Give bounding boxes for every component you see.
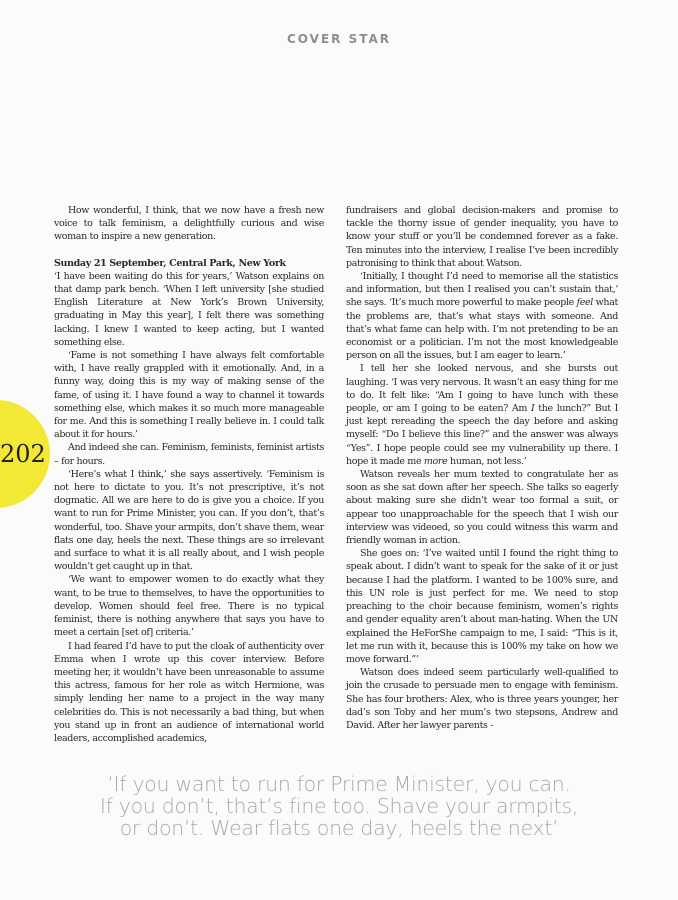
dateline: Sunday 21 September, Central Park, New York <box>54 257 286 269</box>
right-column <box>346 204 618 732</box>
pull-quote-line: or don’t. Wear flats one day, heels the next’ <box>119 816 559 840</box>
body-paragraph: ‘Here’s what I think,’ she says assertively. ‘Feminism is not here to dictate to you. It’s not prescriptive, it’s not dogmatic. All we are here to do is give you a choice. If you want to run for Prime Minister, you can. If you don’t, that’s wonderful, too. Shave your armpits, don’t shave them, wear flats one day, heels the next. These things are so irrelevant and surface to what it is all really about, and I wish people wouldn’t get caught up in that. <box>54 468 324 573</box>
body-paragraph: Watson reveals her mum texted to congratulate her as soon as she sat down after her speech. She talks so eagerly about making sure she didn’t wear too formal a suit, or appear too unapproachable for the speech that I wish our interview was videoed, so you could witness this warm and friendly woman in action. <box>346 469 618 547</box>
body-paragraph: I tell her she looked nervous, and she bursts out laughing. ‘I was very nervous. It wasn’t an easy thing for me to do. It felt like: “Am I going to have lunch with these people, or am I going to be eaten? Am I the lunch?” But I just kept rereading the speech the day before and asking myself: “Do I believe this line?” and the answer was always “Yes”. I hope people could see my vulnerability up there. I hope it made me more human, not less.’ <box>346 363 618 467</box>
body-paragraph: And indeed she can. Feminism, feminists, feminist artists – for hours. <box>54 442 324 467</box>
pull-quote-line: If you don’t, that’s fine too. Shave your armpits, <box>99 794 579 818</box>
body-paragraph: ‘Fame is not something I have always felt comfortable with, I have really grappled with it emotionally. And, in a funny way, doing this is my way of making sense of the fame, of using it. I have found a way to channel it towards something else, which makes it so much more manageable for me. And this is something I really believe in. I could talk about it for hours.’ <box>54 350 324 441</box>
pull-quote-line: ‘If you want to run for Prime Minister, you can. <box>107 772 571 796</box>
body-paragraph: fundraisers and global decision-makers and promise to tackle the thorny issue of gender inequality, you have to know your stuff or you’ll be condemned forever as a fake. Ten minutes into the interview, I realise I’ve been incredibly patronising to think that about Watson. <box>346 205 618 269</box>
body-paragraph: Watson does indeed seem particularly well-qualified to join the crusade to persuade men to engage with feminism. She has four brothers: Alex, who is three years younger, her dad’s son Toby and her mum’s two stepsons, Andrew and David. After her lawyer parents - <box>346 667 618 731</box>
body-paragraph: I had feared I’d have to put the cloak of authenticity over Emma when I wrote up this cover interview. Before meeting her, it wouldn’t have been unreasonable to assume this actress, famous for her role as witch Hermione, was simply lending her name to a project in the way many celebrities do. This is not necessarily a bad thing, but when you stand up in front an audience of international world leaders, accomplished academics, <box>54 640 324 744</box>
page-number: 202 <box>0 440 46 468</box>
body-paragraph: ‘Initially, I thought I’d need to memorise all the statistics and information, but then I realised you can’t sustain that,’ she says. ‘It’s much more powerful to make people feel what the problems are, that’s what stays with someone. And that’s what fame can help with. I’m not pretending to be an economist or a politician. I’m not the most knowledgeable person on all the issues, but I am eager to learn.’ <box>346 271 618 362</box>
emphasis: I <box>530 403 535 415</box>
intro-paragraph: How wonderful, I think, that we now have a fresh new voice to talk feminism, a delightfully curious and wise woman to inspire a new generation. <box>54 205 324 243</box>
section-header: COVER STAR <box>286 32 391 46</box>
emphasis: feel <box>576 297 593 309</box>
pull-quote <box>0 773 678 839</box>
left-column <box>54 204 324 745</box>
body-paragraph: ‘I have been waiting do this for years,’ Watson explains on that damp park bench. ‘When I left university [she studied English Literature at New York’s Brown University, graduating in May this year], I felt there was something lacking. I knew I wanted to keep acting, but I wanted something else. <box>54 270 324 348</box>
body-paragraph: She goes on: ‘I’ve waited until I found the right thing to speak about. I didn’t want to speak for the sake of it or just because I had the platform. I wanted to be 100% sure, and this UN role is just perfect for me. We need to stop preaching to the choir because feminism, women’s rights and gender equality aren’t about man-hating. When the UN explained the HeForShe campaign to me, I said: “This is it, let me run with it, because this is 100% my take on how we move forward.”’ <box>346 548 618 665</box>
emphasis: more <box>423 455 448 467</box>
body-paragraph: ‘We want to empower women to do exactly what they want, to be true to themselves, to have the opportunities to develop. Women should feel free. There is no typical feminist, there is nothing anywhere that says you have to meet a certain [set of] criteria.’ <box>54 574 324 639</box>
